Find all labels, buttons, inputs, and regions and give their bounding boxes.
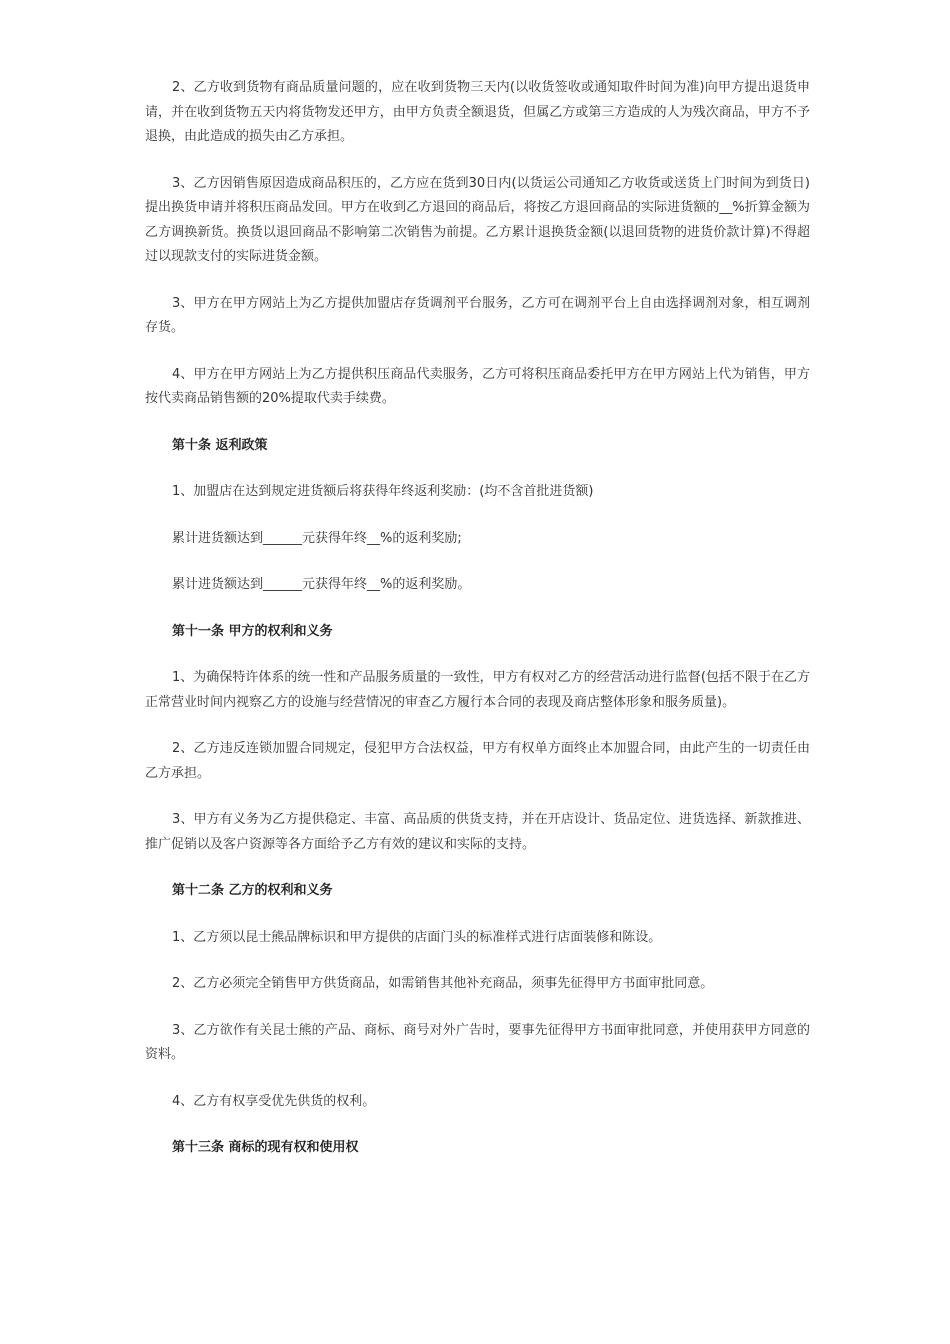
clause-consignment-service: 4、甲方在甲方网站上为乙方提供积压商品代卖服务，乙方可将积压商品委托甲方在甲方网站上代为销售，甲方按代卖商品销售额的20%提取代卖手续费。 <box>145 366 810 406</box>
section-heading-party-b-rights: 第十二条 乙方的权利和义务 <box>172 883 333 898</box>
section-heading-trademark-rights: 第十三条 商标的现有权和使用权 <box>172 1140 359 1155</box>
rebate-tier-2: 累计进货额达到______元获得年终__%的返利奖励。 <box>172 577 471 592</box>
clause-party-b-priority-supply: 4、乙方有权享受优先供货的权利。 <box>172 1093 376 1109</box>
clause-party-b-store-design: 1、乙方须以昆士熊品牌标识和甲方提供的店面门头的标准样式进行店面装修和陈设。 <box>172 929 662 945</box>
clause-inventory-exchange-platform: 3、甲方在甲方网站上为乙方提供加盟店存货调剂平台服务，乙方可在调剂平台上自由选择调剂对象，相互调剂存货。 <box>145 295 810 335</box>
clause-party-a-supply-support: 3、甲方有义务为乙方提供稳定、丰富、高品质的供货支持，并在开店设计、货品定位、进货选择、新款推进、推广促销以及客户资源等各方面给予乙方有效的建议和实际的支持。 <box>145 812 810 852</box>
clause-party-b-advertising: 3、乙方欲作有关昆士熊的产品、商标、商号对外广告时，要事先征得甲方书面审批同意，并使用获甲方同意的资料。 <box>145 1022 810 1062</box>
clause-party-a-supervision: 1、为确保特许体系的统一性和产品服务质量的一致性，甲方有权对乙方的经营活动进行监督(包括不限于在乙方正常营业时间内视察乙方的设施与经营情况的审查乙方履行本合同的表现及商店整体形象和服务质量)。 <box>145 670 810 710</box>
section-heading-rebate-policy: 第十条 返利政策 <box>172 437 268 453</box>
rebate-tier-1: 累计进货额达到______元获得年终__%的返利奖励; <box>172 530 462 546</box>
section-heading-party-a-rights: 第十一条 甲方的权利和义务 <box>172 623 333 639</box>
document-page <box>145 76 810 1183</box>
clause-party-b-exclusive-sales: 2、乙方必须完全销售甲方供货商品，如需销售其他补充商品，须事先征得甲方书面审批同意。 <box>172 976 714 991</box>
clause-year-end-rebate: 1、加盟店在达到规定进货额后将获得年终返利奖励：(均不含首批进货额) <box>172 484 594 499</box>
clause-exchange-overstock: 3、乙方因销售原因造成商品积压的，乙方应在货到30日内(以货运公司通知乙方收货或送货上门时间为到货日)提出换货申请并将积压商品发回。甲方在收到乙方退回的商品后，将按乙方退回商品的实际进货额的__%折算金额为乙方调换新货。换货以退回商品不影响第二次销售为前提。乙方累计退换货金额(以退回货物的进货价款计算)不得超过以现款支付的实际进货金额。 <box>145 175 810 264</box>
clause-party-a-termination: 2、乙方违反连锁加盟合同规定，侵犯甲方合法权益，甲方有权单方面终止本加盟合同，由此产生的一切责任由乙方承担。 <box>145 741 810 781</box>
clause-return-quality-issue: 2、乙方收到货物有商品质量问题的，应在收到货物三天内(以收货签收或通知取件时间为准)向甲方提出退货申请，并在收到货物五天内将货物发还甲方，由甲方负责全额退货，但属乙方或第三方造成的人为残次商品，甲方不予退换，由此造成的损失由乙方承担。 <box>145 80 810 144</box>
